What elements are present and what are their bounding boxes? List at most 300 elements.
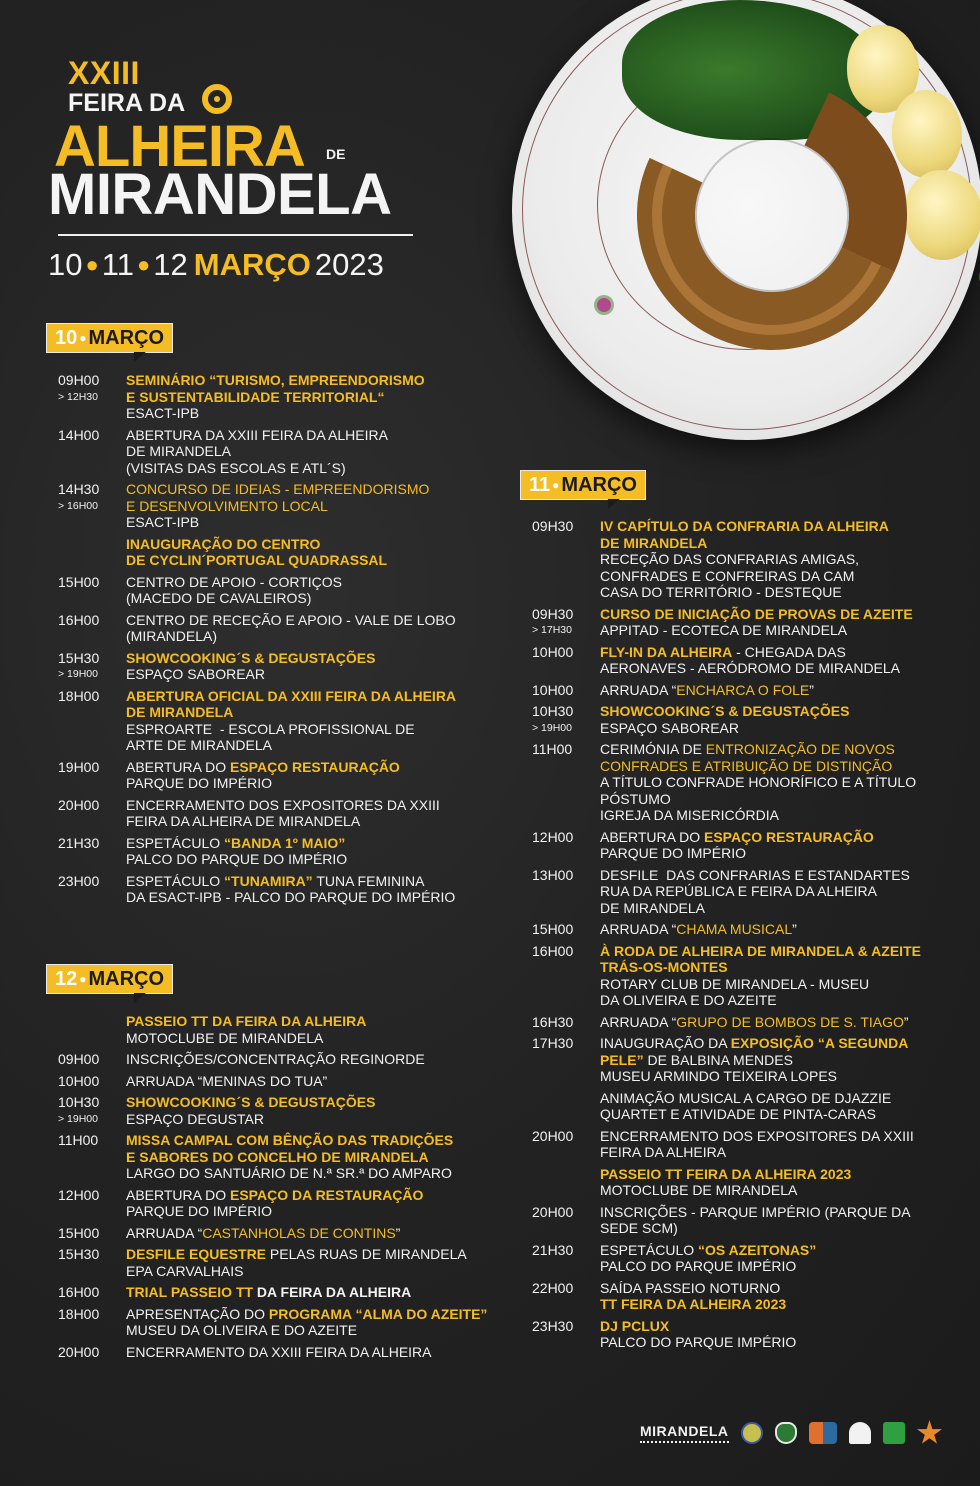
schedule-event xyxy=(58,835,478,868)
event-line xyxy=(126,1051,478,1068)
event-description xyxy=(600,1014,952,1031)
event-start-time: 10H30 xyxy=(58,1094,100,1110)
event-description xyxy=(126,1306,487,1339)
event-text: (MIRANDELA) xyxy=(126,628,218,644)
event-text: MUSEU ARMINDO TEIXEIRA LOPES xyxy=(600,1068,838,1084)
event-description xyxy=(126,759,478,792)
schedule-event xyxy=(58,797,478,830)
schedule-event xyxy=(532,1128,952,1161)
event-start-time: 14H00 xyxy=(58,426,100,443)
event-line xyxy=(126,1149,478,1166)
event-text: PÓSTUMO xyxy=(600,790,671,807)
title-line-1: FEIRA DA xyxy=(68,89,186,117)
event-highlight-text: E DESENVOLVIMENTO LOCAL xyxy=(126,497,328,514)
event-line xyxy=(126,688,478,705)
event-text: INSCRIÇÕES - PARQUE IMPÉRIO (PARQUE DA xyxy=(600,1203,911,1220)
event-highlight-text: TT FEIRA DA ALHEIRA 2023 xyxy=(600,1296,787,1312)
event-description xyxy=(126,1344,478,1361)
event-highlight-text: “TUNAMIRA” xyxy=(224,872,313,889)
event-line xyxy=(126,666,478,683)
event-time xyxy=(58,1013,126,1046)
event-line xyxy=(600,829,952,846)
event-start-time: 18H00 xyxy=(58,687,100,704)
event-highlight-text: ABERTURA OFICIAL DA XXIII FEIRA DA ALHEIRA xyxy=(126,687,457,704)
event-line xyxy=(126,737,478,754)
schedule-event xyxy=(58,1073,478,1090)
badge-day: 10 xyxy=(55,327,78,349)
event-line xyxy=(126,1322,487,1339)
event-text: ENCERRAMENTO DOS EXPOSITORES DA XXIII xyxy=(126,796,440,813)
event-start-time: 19H00 xyxy=(58,758,100,775)
event-time xyxy=(58,797,126,830)
event-highlight-text: DESFILE EQUESTRE xyxy=(126,1246,267,1262)
event-description xyxy=(600,921,952,938)
event-time xyxy=(58,650,126,683)
event-description xyxy=(600,1242,952,1275)
event-highlight-text: “OS AZEITONAS” xyxy=(698,1241,817,1258)
event-time xyxy=(532,1318,600,1351)
schedule-event xyxy=(58,759,478,792)
event-highlight-text: CHAMA MUSICAL xyxy=(676,921,793,937)
event-description xyxy=(126,574,478,607)
event-highlight-text: GRUPO DE BOMBOS DE S. TIAGO xyxy=(676,1013,904,1030)
event-text: ABERTURA DO xyxy=(126,758,230,775)
event-text: CENTRO DE RECEÇÃO E APOIO - VALE DE LOBO xyxy=(126,611,456,628)
badge-day: 11 xyxy=(529,474,551,496)
event-description xyxy=(600,1166,952,1199)
event-line xyxy=(126,1246,478,1263)
event-text: ENCERRAMENTO DOS EXPOSITORES DA XXIII xyxy=(600,1127,914,1144)
event-start-time: 15H00 xyxy=(532,921,574,937)
event-highlight-text: ENCHARCA O FOLE xyxy=(676,681,810,698)
event-start-time: 22H00 xyxy=(532,1279,574,1296)
event-description xyxy=(126,835,478,868)
event-text: ” xyxy=(809,681,814,698)
event-description xyxy=(126,1132,478,1182)
schedule-event xyxy=(58,1051,478,1068)
event-text: CONFRADES E CONFREIRAS DA CAM xyxy=(600,567,855,584)
event-description xyxy=(126,650,478,683)
event-start-time: 23H30 xyxy=(532,1317,574,1334)
event-highlight-text: INAUGURAÇÃO DO CENTRO xyxy=(126,535,321,552)
event-description xyxy=(126,1225,478,1242)
event-end-time: > 17H30 xyxy=(532,624,572,636)
event-text: A TÍTULO CONFRADE HONORÍFICO E A TÍTULO xyxy=(600,774,917,790)
event-description xyxy=(600,829,952,862)
event-line xyxy=(600,720,952,737)
event-description xyxy=(126,536,478,569)
day-badge-11 xyxy=(520,470,646,500)
event-start-time: 12H00 xyxy=(532,828,574,845)
mirandela-brand: MIRANDELA xyxy=(640,1423,729,1443)
event-text: MOTOCLUBE DE MIRANDELA xyxy=(126,1029,324,1046)
event-start-time: 10H00 xyxy=(532,643,574,660)
event-text: ABERTURA DA XXIII FEIRA DA ALHEIRA xyxy=(126,426,388,443)
event-highlight-text: E SABORES DO CONCELHO DE MIRANDELA xyxy=(126,1148,429,1165)
event-time xyxy=(58,1344,126,1361)
event-line xyxy=(600,551,952,568)
event-line xyxy=(126,1225,478,1242)
event-line xyxy=(600,1128,952,1145)
event-text: IGREJA DA MISERICÓRDIA xyxy=(600,807,779,823)
event-description xyxy=(600,741,952,824)
schedule-event xyxy=(532,943,952,1009)
event-text: ESACT-IPB xyxy=(126,405,200,421)
event-highlight-text: PASSEIO TT DA FEIRA DA ALHEIRA xyxy=(126,1013,367,1029)
date-year: 2023 xyxy=(314,247,384,282)
schedule-event xyxy=(58,481,478,531)
schedule-event xyxy=(532,644,952,677)
event-line xyxy=(600,921,952,938)
schedule-event xyxy=(58,1246,478,1279)
event-line xyxy=(600,774,952,791)
schedule-event xyxy=(532,1204,952,1237)
event-highlight-text: DA FEIRA DA ALHEIRA xyxy=(253,1284,412,1300)
potato-image xyxy=(904,170,980,260)
schedule-day-12 xyxy=(58,1013,488,1365)
event-time xyxy=(58,688,126,754)
event-text: ESPETÁCULO xyxy=(126,872,225,889)
event-highlight-text: CONFRADES E ATRIBUIÇÃO DE DISTINÇÃO xyxy=(600,757,893,774)
event-time xyxy=(532,606,600,639)
event-time xyxy=(58,1246,126,1279)
event-text: DE MIRANDELA xyxy=(126,443,232,459)
event-line xyxy=(126,1132,478,1149)
event-description xyxy=(126,688,478,754)
event-description xyxy=(126,873,478,906)
event-text: ESPAÇO SABOREAR xyxy=(600,719,740,736)
event-text: MOTOCLUBE DE MIRANDELA xyxy=(600,1182,798,1198)
event-text: ARRUADA “ xyxy=(126,1224,203,1241)
schedule-event xyxy=(532,1166,952,1199)
event-description xyxy=(600,1318,952,1351)
event-highlight-text: ESPAÇO RESTAURAÇÃO xyxy=(230,758,400,775)
event-line xyxy=(600,1242,952,1259)
rose-decoration-icon xyxy=(597,298,611,312)
event-description xyxy=(600,867,952,917)
event-line xyxy=(126,835,478,852)
event-time xyxy=(58,1306,126,1339)
schedule-day-11 xyxy=(532,518,952,1356)
schedule-event xyxy=(58,612,478,645)
event-text: ” xyxy=(792,921,797,937)
event-highlight-text: CURSO DE INICIAÇÃO DE PROVAS DE AZEITE xyxy=(600,605,913,622)
schedule-event xyxy=(532,1242,952,1275)
event-line xyxy=(600,660,952,677)
event-text: ESPAÇO DEGUSTAR xyxy=(126,1110,264,1127)
event-highlight-text: DE MIRANDELA xyxy=(600,534,708,551)
event-time xyxy=(532,518,600,601)
event-description xyxy=(126,1246,478,1279)
event-line xyxy=(126,443,478,460)
event-time xyxy=(58,835,126,868)
event-highlight-text: SHOWCOOKING´S & DEGUSTAÇÕES xyxy=(600,703,850,719)
event-start-time: 15H30 xyxy=(58,1246,100,1262)
schedule-event xyxy=(58,372,478,422)
event-start-time: 11H00 xyxy=(58,1132,99,1148)
event-start-time: 16H00 xyxy=(58,1284,100,1300)
event-time xyxy=(532,1242,600,1275)
event-highlight-text: CASTANHOLAS DE CONTINS xyxy=(202,1224,396,1241)
event-highlight-text: DE MIRANDELA xyxy=(126,704,234,720)
event-time xyxy=(532,921,600,938)
event-time xyxy=(532,1035,600,1085)
event-time xyxy=(532,1090,600,1123)
event-end-time: > 16H00 xyxy=(58,499,98,512)
schedule-event xyxy=(532,606,952,639)
event-time xyxy=(58,536,126,569)
event-start-time: 17H30 xyxy=(532,1035,574,1051)
event-text: ENCERRAMENTO DA XXIII FEIRA DA ALHEIRA xyxy=(126,1343,432,1360)
event-highlight-text: EXPOSIÇÃO “A SEGUNDA xyxy=(730,1035,909,1051)
date-day-2: 11 xyxy=(101,247,134,282)
title-line-3: MIRANDELA xyxy=(48,162,392,227)
event-line xyxy=(600,791,952,808)
event-highlight-text: PELE” xyxy=(600,1051,644,1068)
event-description xyxy=(600,703,952,736)
event-time xyxy=(58,612,126,645)
event-start-time: 20H00 xyxy=(58,1343,100,1360)
schedule-event xyxy=(532,867,952,917)
event-line xyxy=(126,460,478,477)
orange-star-logo-icon xyxy=(917,1420,943,1446)
mircom-logo-icon xyxy=(809,1422,837,1444)
event-line xyxy=(600,1258,952,1275)
event-highlight-text: “BANDA 1º MAIO” xyxy=(224,834,346,851)
event-highlight-text: IV CAPÍTULO DA CONFRARIA DA ALHEIRA xyxy=(600,518,889,534)
event-text: ” xyxy=(903,1013,909,1030)
schedule-event xyxy=(532,1035,952,1085)
confraria-logo-icon xyxy=(849,1422,871,1444)
event-description xyxy=(600,943,952,1009)
event-description xyxy=(126,1187,478,1220)
event-text: DESFILE DAS CONFRARIAS E ESTANDARTES xyxy=(600,866,910,883)
event-time xyxy=(58,427,126,477)
schedule-event xyxy=(58,427,478,477)
event-highlight-text: DJ PCLUX xyxy=(600,1317,670,1334)
event-line xyxy=(600,1280,952,1297)
event-start-time: 13H00 xyxy=(532,866,574,883)
schedule-event xyxy=(58,574,478,607)
event-start-time: 15H30 xyxy=(58,649,100,666)
event-text: - CHEGADA DAS xyxy=(732,643,846,660)
potato-image xyxy=(892,90,962,178)
event-line xyxy=(600,703,952,720)
dot-separator-icon: ● xyxy=(79,331,87,345)
event-text: INSCRIÇÕES/CONCENTRAÇÃO REGINORDE xyxy=(126,1051,425,1067)
event-time xyxy=(532,1128,600,1161)
event-highlight-text: ENTRONIZAÇÃO DE NOVOS xyxy=(705,741,895,757)
event-start-time: 23H00 xyxy=(58,872,100,889)
event-text: PALCO DO PARQUE DO IMPÉRIO xyxy=(126,851,348,867)
event-line xyxy=(600,1318,952,1335)
day-badge-10 xyxy=(46,323,173,353)
event-description xyxy=(600,1035,952,1085)
event-line xyxy=(126,612,478,629)
event-text: ARRUADA “MENINAS DO TUA” xyxy=(126,1072,328,1089)
event-text: ESPETÁCULO xyxy=(600,1241,699,1258)
event-text: INAUGURAÇÃO DA xyxy=(600,1035,731,1051)
event-time xyxy=(532,644,600,677)
schedule-event xyxy=(532,703,952,736)
event-start-time: 16H00 xyxy=(58,611,100,628)
event-line xyxy=(600,606,952,623)
event-text: (MACEDO DE CAVALEIROS) xyxy=(126,590,312,606)
event-text: CENTRO DE APOIO - CORTIÇOS xyxy=(126,573,342,590)
event-line xyxy=(126,704,478,721)
event-line xyxy=(126,650,478,667)
event-text: ARRUADA “ xyxy=(600,921,677,937)
event-text: EPA CARVALHAIS xyxy=(126,1262,244,1279)
event-time xyxy=(58,1284,126,1301)
schedule-event xyxy=(532,1318,952,1351)
event-highlight-text: PROGRAMA “ALMA DO AZEITE” xyxy=(268,1305,488,1322)
schedule-event xyxy=(58,1013,478,1046)
event-text: ABERTURA DO xyxy=(600,828,704,845)
schedule-event xyxy=(532,518,952,601)
event-start-time: 21H30 xyxy=(58,834,100,851)
event-line xyxy=(600,1204,952,1221)
event-highlight-text: SHOWCOOKING´S & DEGUSTAÇÕES xyxy=(126,649,376,666)
alheira-plate-photo xyxy=(512,0,980,440)
event-start-time: 12H00 xyxy=(58,1186,100,1203)
event-start-time: 10H00 xyxy=(58,1072,100,1089)
event-line xyxy=(600,1052,952,1069)
event-line xyxy=(126,590,478,607)
event-text: ARRUADA “ xyxy=(600,681,677,698)
event-time xyxy=(532,1166,600,1199)
event-text: PARQUE DO IMPÉRIO xyxy=(600,845,746,861)
event-line xyxy=(600,1144,952,1161)
event-line xyxy=(600,1334,952,1351)
schedule-event xyxy=(58,1344,478,1361)
event-description xyxy=(600,644,952,677)
schedule-event xyxy=(58,650,478,683)
event-line xyxy=(126,1013,478,1030)
event-time xyxy=(58,372,126,422)
event-start-time: 10H00 xyxy=(532,681,574,698)
event-start-time: 09H00 xyxy=(58,1051,100,1067)
event-line xyxy=(126,813,478,830)
event-line xyxy=(600,584,952,601)
event-time xyxy=(58,1094,126,1127)
event-text: MUSEU DA OLIVEIRA E DO AZEITE xyxy=(126,1322,358,1338)
event-highlight-text: ESPAÇO DA RESTAURAÇÃO xyxy=(230,1186,424,1203)
event-text: ROTARY CLUB DE MIRANDELA - MUSEU xyxy=(600,975,870,992)
alheira-ring-logo-icon xyxy=(202,84,232,114)
event-line xyxy=(126,372,478,389)
event-end-time: > 19H00 xyxy=(58,668,98,680)
event-line xyxy=(600,1068,952,1085)
event-highlight-text: PASSEIO TT FEIRA DA ALHEIRA 2023 xyxy=(600,1165,852,1182)
event-highlight-text: ESPAÇO RESTAURAÇÃO xyxy=(704,828,874,845)
event-text: ESPAÇO SABOREAR xyxy=(126,666,266,682)
event-line xyxy=(126,574,478,591)
badge-month: MARÇO xyxy=(88,968,165,990)
event-time xyxy=(58,1225,126,1242)
schedule-event xyxy=(532,1014,952,1031)
badge-month: MARÇO xyxy=(561,474,637,496)
event-text: SAÍDA PASSEIO NOTURNO xyxy=(600,1279,781,1296)
event-end-time: > 12H30 xyxy=(58,390,98,403)
event-text: AERONAVES - AERÓDROMO DE MIRANDELA xyxy=(600,660,901,676)
event-description xyxy=(600,1128,952,1161)
dot-separator-icon: ● xyxy=(85,252,99,277)
event-time xyxy=(58,873,126,906)
schedule-event xyxy=(58,873,478,906)
event-line xyxy=(126,628,478,645)
event-highlight-text: SEMINÁRIO “TURISMO, EMPREENDORISMO xyxy=(126,372,425,388)
schedule-day-10 xyxy=(58,372,478,911)
event-highlight-text: SHOWCOOKING´S & DEGUSTAÇÕES xyxy=(126,1094,376,1110)
event-text: ESPROARTE - ESCOLA PROFISSIONAL DE xyxy=(126,720,415,737)
dot-separator-icon: ● xyxy=(136,252,151,277)
day-badge-12 xyxy=(46,964,173,994)
event-line xyxy=(126,405,478,422)
event-text: (VISITAS DAS ESCOLAS E ATL´S) xyxy=(126,459,346,476)
event-time xyxy=(532,741,600,824)
event-text: APRESENTAÇÃO DO xyxy=(126,1305,269,1322)
event-start-time: 11H00 xyxy=(532,741,573,757)
schedule-event xyxy=(532,921,952,938)
event-time xyxy=(58,481,126,531)
event-line xyxy=(126,759,478,776)
event-line xyxy=(600,1014,952,1031)
event-description xyxy=(600,1280,952,1313)
event-text: FEIRA DA ALHEIRA xyxy=(600,1144,727,1160)
dot-separator-icon: ● xyxy=(79,972,87,986)
event-time xyxy=(58,759,126,792)
event-description xyxy=(126,1013,478,1046)
event-text: PALCO DO PARQUE IMPÉRIO xyxy=(600,1258,797,1274)
event-line xyxy=(600,758,952,775)
event-line xyxy=(600,644,952,661)
event-start-time: 09H30 xyxy=(532,605,574,622)
event-line xyxy=(600,1220,952,1237)
event-line xyxy=(126,851,478,868)
event-text: CASA DO TERRITÓRIO - DESTEQUE xyxy=(600,584,842,600)
event-start-time: 20H00 xyxy=(58,796,100,813)
green-tree-logo-icon xyxy=(883,1422,905,1444)
event-time xyxy=(58,1073,126,1090)
date-day-1: 10 xyxy=(48,247,83,282)
event-line xyxy=(600,845,952,862)
event-line xyxy=(600,1106,952,1123)
event-description xyxy=(600,518,952,601)
sponsor-logos xyxy=(640,1420,943,1446)
event-start-time: 20H00 xyxy=(532,1127,574,1144)
seal-logo-icon xyxy=(741,1422,763,1444)
schedule-event xyxy=(532,682,952,699)
event-line xyxy=(126,481,478,498)
event-time xyxy=(532,1204,600,1237)
event-highlight-text: TRIAL PASSEIO TT xyxy=(126,1284,254,1300)
event-line xyxy=(126,1203,478,1220)
event-line xyxy=(600,807,952,824)
event-time xyxy=(532,1280,600,1313)
event-line xyxy=(600,943,952,960)
event-dates xyxy=(48,246,384,284)
event-text: ANIMAÇÃO MUSICAL A CARGO DE DJAZZIE xyxy=(600,1089,892,1106)
event-description xyxy=(126,427,478,477)
event-description xyxy=(126,1073,478,1090)
schedule-event xyxy=(58,1284,478,1301)
coat-of-arms-logo-icon xyxy=(775,1422,797,1444)
event-text: ” xyxy=(395,1224,401,1241)
event-text: RECEÇÃO DAS CONFRARIAS AMIGAS, xyxy=(600,551,860,567)
badge-month: MARÇO xyxy=(88,327,165,349)
event-highlight-text: MISSA CAMPAL COM BÊNÇÃO DAS TRADIÇÕES xyxy=(126,1132,454,1148)
